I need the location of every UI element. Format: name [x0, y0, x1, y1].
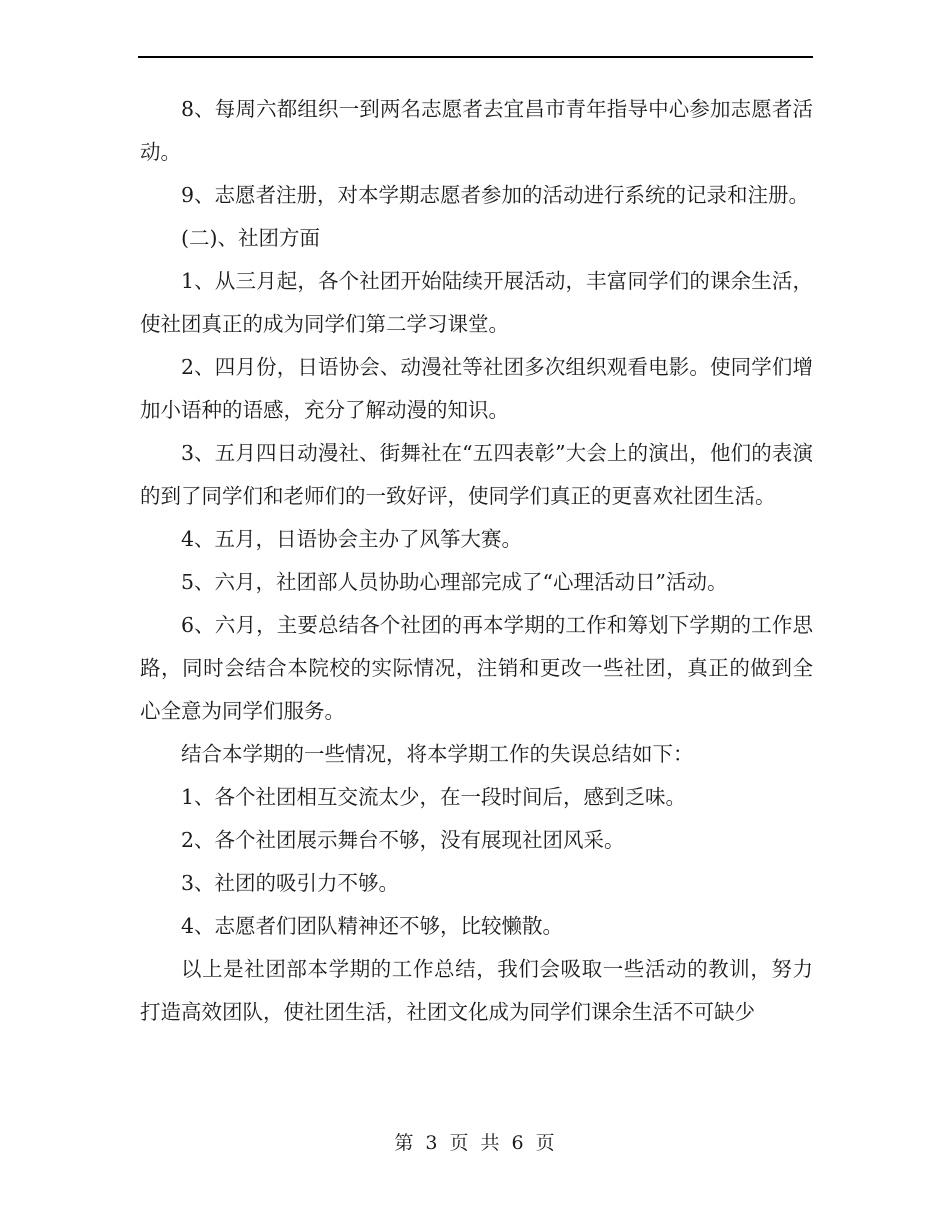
- paragraph-shortcoming-3: 3、社团的吸引力不够。: [181, 871, 400, 895]
- paragraph-conclusion: 以上是社团部本学期的工作总结，我们会吸取一些活动的教训，努力打造高效团队，使社团生活，社团文化成为同学们课余生活不可缺少: [140, 957, 813, 1024]
- document-body: [140, 88, 813, 1034]
- paragraph-club-item-2: 2、四月份，日语协会、动漫社等社团多次组织观看电影。使同学们增加小语种的语感，充分了解动漫的知识。: [140, 355, 813, 422]
- paragraph-club-item-6: 6、六月，主要总结各个社团的再本学期的工作和筹划下学期的工作思路，同时会结合本院校的实际情况，注销和更改一些社团，真正的做到全心全意为同学们服务。: [140, 613, 813, 723]
- paragraph-shortcoming-2: 2、各个社团展示舞台不够，没有展现社团风采。: [181, 828, 625, 852]
- paragraph-club-item-1: 1、从三月起，各个社团开始陆续开展活动，丰富同学们的课余生活，使社团真正的成为同学们第二学习课堂。: [140, 269, 813, 336]
- paragraph-shortcomings-intro: 结合本学期的一些情况，将本学期工作的失误总结如下：: [181, 742, 694, 766]
- paragraph-shortcoming-4: 4、志愿者们团队精神还不够，比较懒散。: [181, 914, 564, 938]
- header-rule: [138, 56, 813, 58]
- paragraph-volunteer-item-9: 9、志愿者注册，对本学期志愿者参加的活动进行系统的记录和注册。: [181, 183, 810, 207]
- page-number-footer: 第 3 页 共 6 页: [394, 1132, 556, 1154]
- paragraph-club-item-4: 4、五月，日语协会主办了风筝大赛。: [181, 527, 523, 551]
- paragraph-club-item-3: 3、五月四日动漫社、街舞社在“五四表彰”大会上的演出，他们的表演的到了同学们和老师们的一致好评，使同学们真正的更喜欢社团生活。: [140, 441, 813, 508]
- paragraph-shortcoming-1: 1、各个社团相互交流太少，在一段时间后，感到乏味。: [181, 785, 687, 809]
- paragraph-volunteer-item-8: 8、每周六都组织一到两名志愿者去宜昌市青年指导中心参加志愿者活动。: [140, 97, 813, 164]
- section-heading-clubs: (二)、社团方面: [181, 226, 320, 250]
- paragraph-club-item-5: 5、六月，社团部人员协助心理部完成了“心理活动日”活动。: [181, 570, 728, 594]
